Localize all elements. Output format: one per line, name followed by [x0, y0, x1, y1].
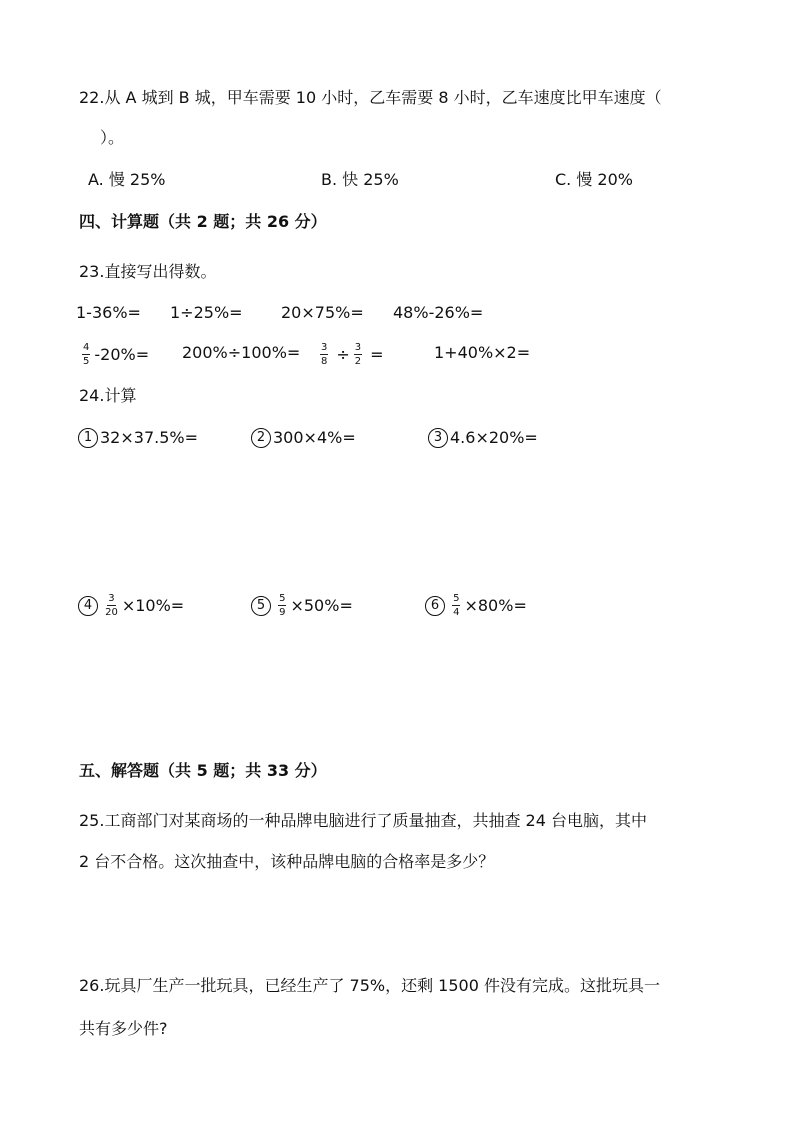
- q22-line2: ）。: [100, 128, 125, 147]
- circled-number: 4: [78, 596, 98, 616]
- q24-item-5: 5 $\frac{5}{9}$ ×50%=: [251, 594, 353, 619]
- q22-option-c: C. 慢 20%: [555, 170, 633, 189]
- q23-title: 23.直接写出得数。: [79, 262, 217, 281]
- q23-expr-6: 200%÷100%=: [182, 343, 301, 362]
- q26-line1: 26.玩具厂生产一批玩具，已经生产了 75%，还剩 1500 件没有完成。这批玩具一: [79, 976, 660, 995]
- fraction: $\frac{3}{8}$: [321, 342, 328, 367]
- q26-line2: 共有多少件?: [79, 1019, 168, 1038]
- q24-item-3: 3 4.6×20%=: [428, 428, 538, 449]
- q23-expr-1: 1-36%=: [76, 303, 141, 322]
- q23-expr-5: $\frac{4}{5}$ -20%=: [83, 342, 150, 367]
- fraction: $\frac{5}{9}$: [279, 593, 286, 618]
- q24-item-1: 1 32×37.5%=: [78, 428, 198, 449]
- circled-number: 2: [251, 428, 271, 448]
- q23-expr-7: $\frac{3}{8}$ ÷ $\frac{3}{2}$ =: [321, 342, 384, 367]
- q23-expr-4: 48%-26%=: [393, 303, 484, 322]
- q24-item-2: 2 300×4%=: [251, 428, 356, 449]
- q25-line2: 2 台不合格。这次抽查中，该种品牌电脑的合格率是多少？: [79, 852, 495, 871]
- fraction: $\frac{5}{4}$: [453, 593, 460, 618]
- q24-item-4: 4 $\frac{3}{20}$ ×10%=: [78, 594, 184, 619]
- q23-expr-8: 1+40%×2=: [434, 343, 531, 362]
- circled-number: 5: [251, 596, 271, 616]
- q25-line1: 25.工商部门对某商场的一种品牌电脑进行了质量抽查，共抽查 24 台电脑，其中: [79, 811, 647, 830]
- q24-title: 24.计算: [79, 386, 137, 405]
- q22-option-b: B. 快 25%: [321, 170, 399, 189]
- section4-title: 四、计算题（共 2 题；共 26 分）: [79, 212, 327, 231]
- fraction: $\frac{3}{2}$: [354, 342, 362, 367]
- q23-expr-3: 20×75%=: [281, 303, 364, 322]
- circled-number: 3: [428, 428, 448, 448]
- q22-option-a: A. 慢 25%: [88, 170, 166, 189]
- fraction: $\frac{4}{5}$: [83, 342, 90, 367]
- q22-line1: 22.从 A 城到 B 城，甲车需要 10 小时，乙车需要 8 小时，乙车速度比甲车速度（: [79, 88, 662, 107]
- q24-item-6: 6 $\frac{5}{4}$ ×80%=: [425, 594, 527, 619]
- circled-number: 1: [78, 428, 98, 448]
- circled-number: 6: [425, 596, 445, 616]
- q23-expr-2: 1÷25%=: [170, 303, 243, 322]
- section5-title: 五、解答题（共 5 题；共 33 分）: [79, 761, 327, 780]
- fraction: $\frac{3}{20}$: [105, 593, 118, 618]
